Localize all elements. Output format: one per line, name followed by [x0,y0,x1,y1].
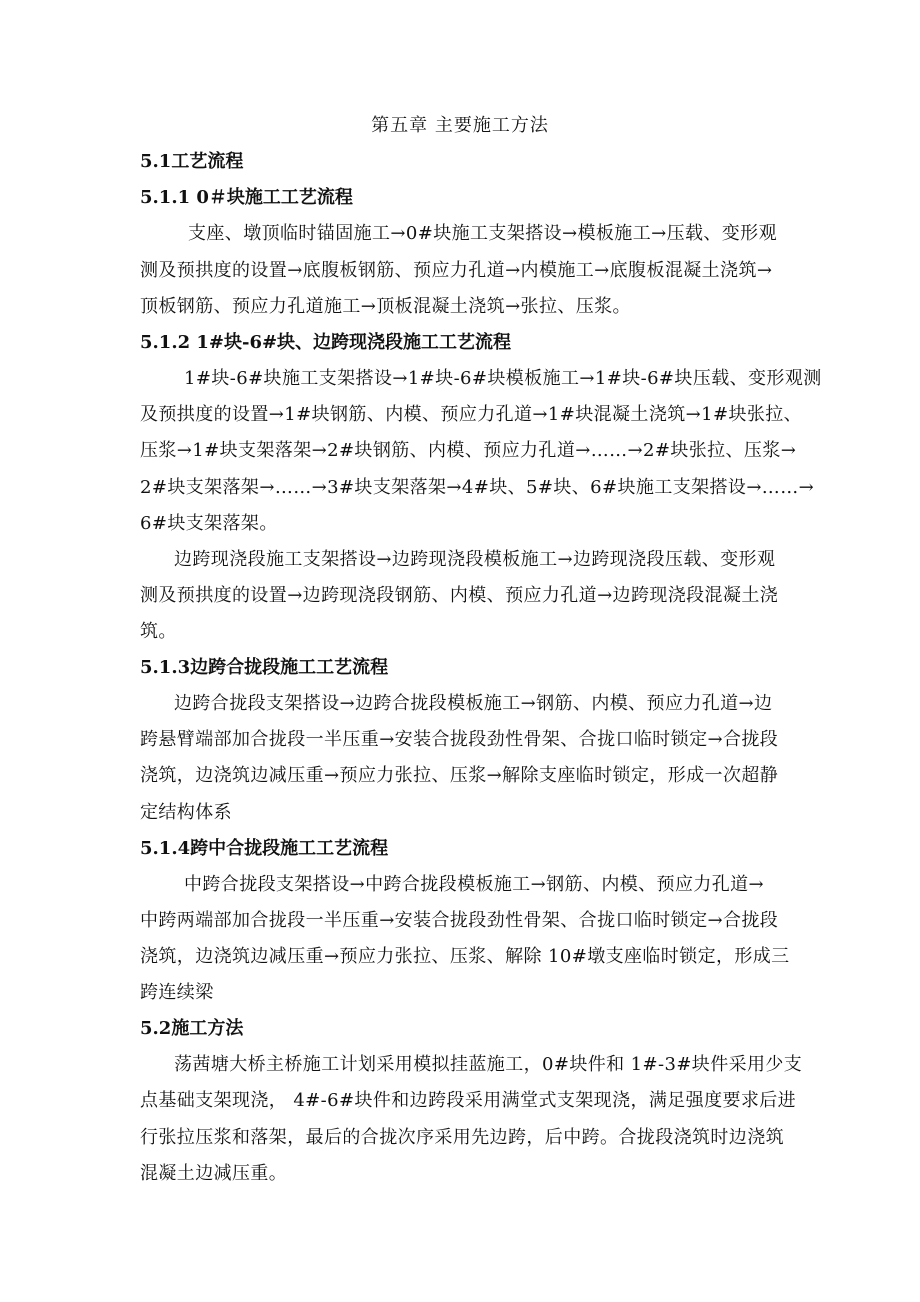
section-heading-5-1-4: 5.1.4跨中合拢段施工工艺流程 [140,838,389,859]
paragraph-line: 及预拱度的设置→1#块钢筋、内模、预应力孔道→1#块混凝土浇筑→1#块张拉、 [140,404,803,425]
paragraph-line: 中跨合拢段支架搭设→中跨合拢段模板施工→钢筋、内模、预应力孔道→ [184,874,765,895]
paragraph-line: 压浆→1#块支架落架→2#块钢筋、内模、预应力孔道→……→2#块张拉、压浆→ [140,440,797,461]
paragraph-line: 点基础支架现浇， 4#-6#块件和边跨段采用满堂式支架现浇，满足强度要求后进 [140,1090,797,1111]
paragraph-line: 边跨合拢段支架搭设→边跨合拢段模板施工→钢筋、内模、预应力孔道→边 [174,693,773,714]
paragraph-line: 跨悬臂端部加合拢段一半压重→安装合拢段劲性骨架、合拢口临时锁定→合拢段 [140,729,779,750]
paragraph-line: 测及预拱度的设置→底腹板钢筋、预应力孔道→内模施工→底腹板混凝土浇筑→ [140,260,773,281]
section-heading-5-2: 5.2施工方法 [140,1018,244,1039]
paragraph-line: 浇筑，边浇筑边减压重→预应力张拉、压浆、解除 10#墩支座临时锁定，形成三 [140,946,790,967]
paragraph-line: 荡茜塘大桥主桥施工计划采用模拟挂蓝施工，0#块件和 1#-3#块件采用少支 [174,1054,803,1075]
paragraph-line: 跨连续梁 [140,982,214,1003]
paragraph-line: 1#块-6#块施工支架搭设→1#块-6#块模板施工→1#块-6#块压载、变形观测 [184,368,822,389]
paragraph-line: 测及预拱度的设置→边跨现浇段钢筋、内模、预应力孔道→边跨现浇段混凝土浇 [140,585,779,606]
chapter-title: 第五章 主要施工方法 [371,115,549,136]
paragraph-line: 边跨现浇段施工支架搭设→边跨现浇段模板施工→边跨现浇段压载、变形观 [174,549,776,570]
paragraph-line: 混凝土边减压重。 [140,1163,288,1184]
paragraph-line: 行张拉压浆和落架，最后的合拢次序采用先边跨，后中跨。合拢段浇筑时边浇筑 [140,1127,784,1148]
paragraph-line: 6#块支架落架。 [140,513,278,534]
paragraph-line: 支座、墩顶临时锚固施工→0#块施工支架搭设→模板施工→压载、变形观 [188,223,777,244]
paragraph-line: 浇筑，边浇筑边减压重→预应力张拉、压浆→解除支座临时锁定，形成一次超静 [140,765,779,786]
paragraph-line: 2#块支架落架→……→3#块支架落架→4#块、5#块、6#块施工支架搭设→……→ [140,477,815,498]
paragraph-line: 筑。 [140,621,177,642]
paragraph-line: 顶板钢筋、预应力孔道施工→顶板混凝土浇筑→张拉、压浆。 [140,296,631,317]
paragraph-line: 中跨两端部加合拢段一半压重→安装合拢段劲性骨架、合拢口临时锁定→合拢段 [140,910,779,931]
section-heading-5-1: 5.1工艺流程 [140,151,244,172]
paragraph-line: 定结构体系 [140,802,232,823]
section-heading-5-1-2: 5.1.2 1#块-6#块、边跨现浇段施工工艺流程 [140,332,512,353]
section-heading-5-1-3: 5.1.3边跨合拢段施工工艺流程 [140,657,389,678]
section-heading-5-1-1: 5.1.1 0＃块施工工艺流程 [140,187,353,208]
